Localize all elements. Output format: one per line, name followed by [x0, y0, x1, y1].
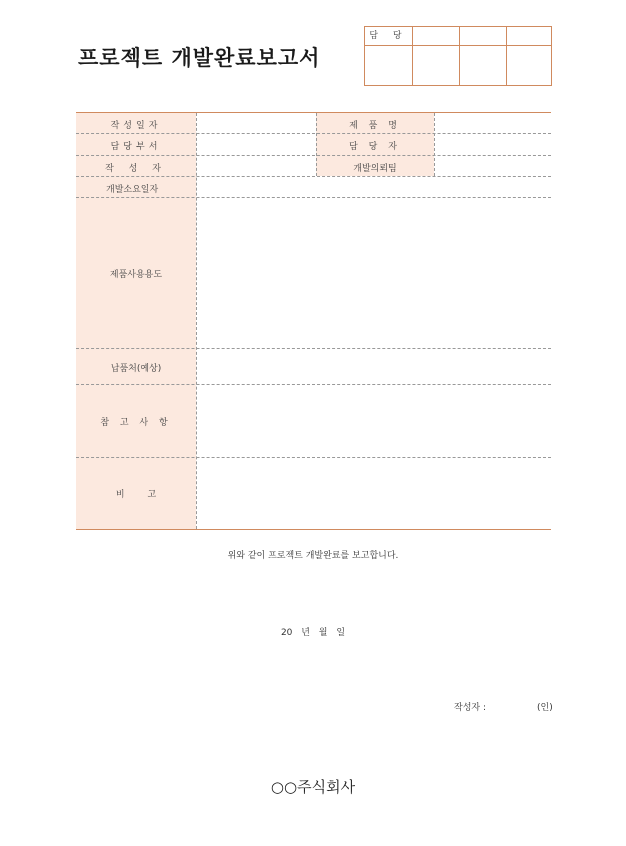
approval-divider: [459, 27, 460, 85]
product-name-label: 제 품 명: [349, 121, 401, 131]
row-divider: [76, 133, 551, 134]
dept-label: 담당부서: [110, 142, 162, 152]
delivery-label: 납품처(예상): [110, 364, 162, 374]
row-divider: [76, 384, 551, 385]
approval-divider: [412, 27, 413, 85]
column-divider: [196, 113, 197, 529]
usage-label: 제품사용용도: [109, 270, 163, 280]
manager-label: 담 당 자: [349, 142, 401, 152]
column-divider: [434, 113, 435, 176]
row-divider: [76, 348, 551, 349]
report-notice: 위와 같이 프로젝트 개발완료를 보고합니다.: [227, 551, 399, 561]
document-title: 프로젝트 개발완료보고서: [78, 46, 321, 70]
approval-label: 담 당: [369, 31, 408, 41]
seal-label: (인): [537, 703, 553, 713]
row-divider: [76, 176, 551, 177]
reference-label: 참 고 사 항: [100, 418, 172, 428]
report-date: 20 년 월 일: [280, 628, 346, 638]
writer-label: 작 성 자: [105, 164, 167, 174]
dev-period-label: 개발소요일자: [106, 185, 159, 195]
row-divider: [76, 457, 551, 458]
author-label: 작성자 :: [454, 703, 486, 713]
approval-box: [364, 26, 552, 86]
remarks-label: 비 고: [115, 490, 157, 500]
write-date-label: 작성일자: [110, 121, 162, 131]
row-divider: [76, 155, 551, 156]
report-form-table: [76, 112, 551, 530]
dev-team-label: 개발의뢰팀: [353, 164, 397, 174]
approval-divider: [506, 27, 507, 85]
row-divider: [76, 197, 551, 198]
company-name: ○○주식회사: [270, 778, 356, 796]
